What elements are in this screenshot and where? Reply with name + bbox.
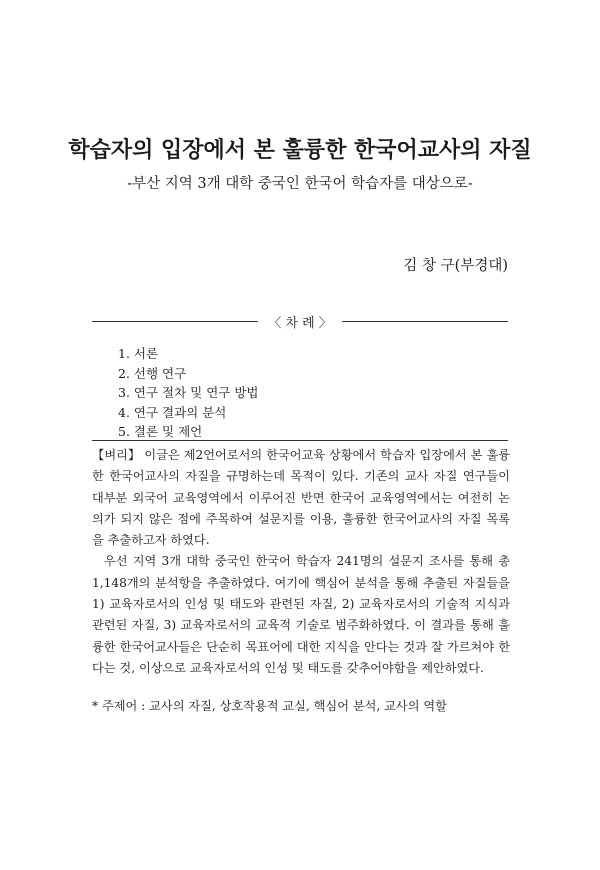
paper-subtitle: -부산 지역 3개 대학 중국인 한국어 학습자를 대상으로- bbox=[127, 176, 473, 192]
author: 김 창 구(부경대) bbox=[403, 258, 508, 274]
toc-header bbox=[92, 312, 508, 331]
toc-item: 4. 연구 결과의 분석 bbox=[118, 404, 227, 420]
abstract bbox=[92, 445, 510, 679]
toc-rule-right bbox=[342, 321, 508, 322]
keywords: * 주제어 : 교사의 자질, 상호작용적 교실, 핵심어 분석, 교사의 역할 bbox=[92, 699, 447, 713]
toc-item: 2. 선행 연구 bbox=[118, 365, 187, 381]
toc-item: 3. 연구 절차 및 연구 방법 bbox=[118, 385, 259, 400]
paper-title: 학습자의 입장에서 본 훌륭한 한국어교사의 자질 bbox=[68, 138, 532, 163]
table-of-contents bbox=[118, 344, 258, 442]
toc-rule-left bbox=[92, 321, 258, 322]
toc-label: 〈 차 례 〉 bbox=[268, 316, 332, 331]
toc-item: 1. 서론 bbox=[118, 346, 159, 361]
abstract-paragraph-2: 우선 지역 3개 대학 중국인 한국어 학습자 241명의 설문지 조사를 통해 총 1,148개의 분석항을 추출하였다. 여기에 핵심어 분석을 통해 추출된 자질들을 1) 교육자로서의 인성 및 태도와 관련된 자질, 2) 교육자로서의 기술적 지식과 관련된 자질, 3) 교육자로서의 교육적 기술로 범주화하였다. 이 결과를 통해 훌륭한 한국어교사들은 단순히 목표어에 대한 지식을 안다는 것과 잘 가르쳐야 한다는 것, 이상으로 교육자로서의 인성 및 태도를 갖추어야함을 제안하였다. bbox=[92, 554, 510, 675]
abstract-paragraph-1: 【벼리】 이글은 제2언어로서의 한국어교육 상황에서 학습자 입장에서 본 훌륭한 한국어교사의 자질을 규명하는데 목적이 있다. 기존의 교사 자질 연구들이 대부분 외국어 교육영역에서 이루어진 반면 한국어 교육영역에서는 여전히 논의가 되지 않은 점에 주목하여 설문지를 이용, 훌륭한 한국어교사의 자질 목록을 추출하고자 하였다. bbox=[92, 448, 510, 548]
toc-item: 5. 결론 및 제언 bbox=[118, 424, 203, 439]
section-divider bbox=[92, 440, 508, 441]
